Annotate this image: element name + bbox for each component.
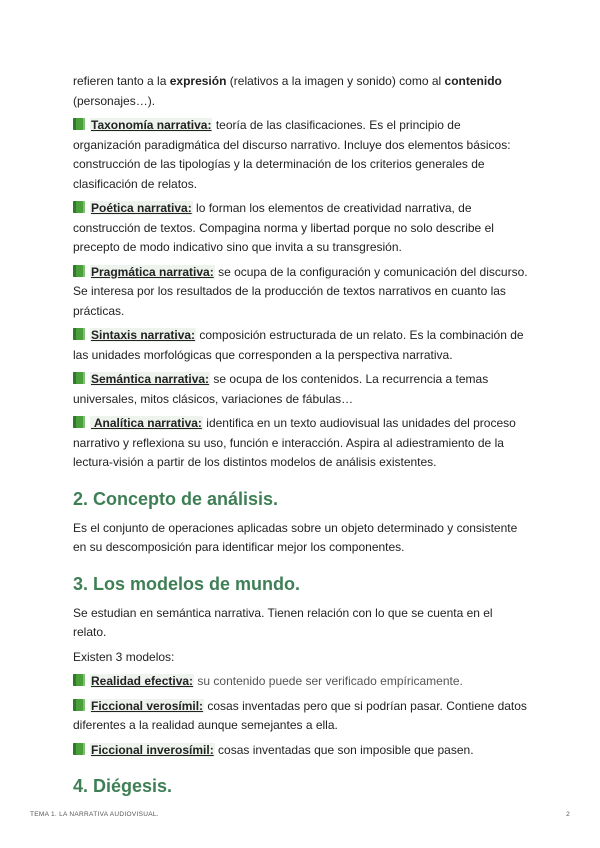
bold-contenido: contenido [444, 74, 502, 88]
term-label: Sintaxis narrativa: [91, 328, 196, 342]
models-count: Existen 3 modelos: [73, 649, 175, 664]
list-item-poetica: Poética narrativa: lo forman los elementos de creatividad narrativa, de construcción de textos. Compagina norma y libertad porque no solo describe el precepto de modo indicativo sino que invita a su transgresión. [73, 201, 494, 254]
list-item-pragmatica: Pragmática narrativa: se ocupa de la configuración y comunicación del discurso. Se interesa por los resultados de la producción de textos narrativos en cuanto las prácticas. [73, 264, 528, 318]
book-icon [73, 265, 85, 277]
list-item-ficcional-inverosimil: Ficcional inverosímil: cosas inventadas que son imposible que pasen. [73, 741, 528, 761]
term-label: Realidad efectiva: [91, 674, 194, 688]
term-label: Semántica narrativa: [91, 372, 210, 386]
list-item-ficcional-verosimil: Ficcional verosímil: cosas inventadas pero que si podrían pasar. Contiene datos diferentes a la realidad aunque semejantes a ella. [73, 698, 527, 732]
footer-title: TEMA 1. LA NARRATIVA AUDIOVISUAL. [30, 811, 159, 818]
term-label: Poética narrativa: [91, 201, 192, 215]
list-item-sintaxis: Sintaxis narrativa: composición estructurada de un relato. Es la combinación de las unidades morfológicas que corresponden a la perspectiva narrativa. [73, 328, 524, 362]
term-label: Taxonomía narrativa: [91, 118, 212, 132]
list-item-semantica: Semántica narrativa: se ocupa de los contenidos. La recurrencia a temas universales, mitos clásicos, variaciones de fábulas… [73, 372, 489, 406]
section-body-modelos: Se estudian en semántica narrativa. Tienen relación con lo que se cuenta en el relato. [73, 605, 493, 639]
page-number: 2 [566, 811, 570, 818]
list-item-analitica: Analítica narrativa: identifica en un texto audiovisual las unidades del proceso narrativo y reflexiona su uso, función e interacción. Aspira al adiestramiento de la lectura-visión a partir de los distintos modelos de análisis existentes. [73, 416, 516, 469]
book-icon [73, 328, 85, 340]
book-icon [73, 201, 85, 213]
section-heading-analisis: 2. Concepto de análisis. [73, 488, 279, 509]
term-label: Ficcional verosímil: [91, 698, 204, 713]
term-label: Analítica narrativa: [91, 416, 202, 430]
book-icon [73, 743, 85, 755]
term-label: Pragmática narrativa: [91, 264, 214, 279]
page-content [73, 72, 528, 806]
list-item-realidad-efectiva: Realidad efectiva: su contenido puede ser verificado empíricamente. [73, 672, 528, 692]
list-item-taxonomia: Taxonomía narrativa: teoría de las clasificaciones. Es el principio de organización paradigmática del discurso narrativo. Incluye dos elementos básicos: construcción de las tipologías y la determinación de los criterios generales de clasificación de relatos. [73, 118, 511, 191]
book-icon [73, 372, 85, 384]
book-icon [73, 699, 85, 711]
book-icon [73, 416, 85, 428]
term-label: Ficcional inverosímil: [91, 742, 214, 757]
section-body-analisis: Es el conjunto de operaciones aplicadas sobre un objeto determinado y consistente en su descomposición para identificar mejor los componentes. [73, 520, 518, 554]
book-icon [73, 118, 85, 130]
bold-expresion: expresión [169, 74, 227, 88]
section-heading-diegesis: 4. Diégesis. [73, 776, 173, 796]
section-heading-modelos: 3. Los modelos de mundo. [73, 573, 301, 594]
intro-paragraph: refieren tanto a la expresión (relativos a la imagen y sonido) como al contenido (personajes…). [73, 74, 502, 108]
page-footer [30, 811, 570, 818]
book-icon [73, 674, 85, 686]
